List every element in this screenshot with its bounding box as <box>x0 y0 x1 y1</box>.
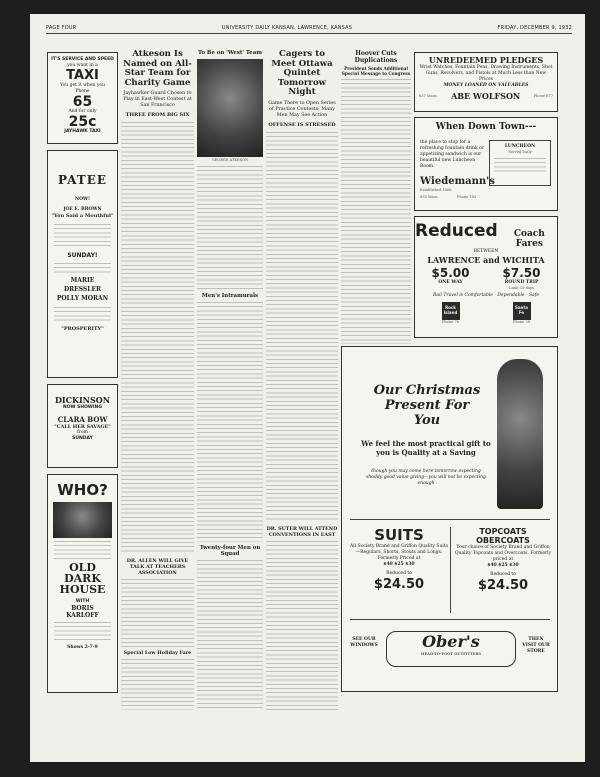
suits-reduced-to: Reduced to <box>386 571 412 576</box>
cagers-headline: Cagers to Meet Ottawa Quintet Tomorrow Night <box>271 50 333 98</box>
topcoats-title: TOPCOATS OBERCOATS <box>476 527 530 545</box>
photo-kicker: To Be on 'West' Team <box>198 50 262 56</box>
coach-tagline: Rail Travel is Comfortable - Dependable - Safe <box>432 292 540 298</box>
dickinson-star: CLARA BOW <box>57 415 108 424</box>
atkeson-photo <box>197 59 263 157</box>
obers-logo-sub: HEAD-TO-FOOT OUTFITTERS <box>421 652 481 656</box>
topcoats-old-prices: $40 $25 $30 <box>487 563 519 568</box>
coach-price-one-way: $5.00 <box>431 266 470 280</box>
dickinson-sunday: SUNDAY <box>72 436 93 441</box>
dark-house-shows: Shows 2-7-9 <box>67 645 98 650</box>
obers-headline: Our Christmas Present For You <box>373 383 481 428</box>
pledges-address: 637 Mass. <box>419 93 438 98</box>
obers-tomorrow: though you may come here tomorrow expecting shoddy good value giving—you will not be expecting enough <box>366 469 486 486</box>
dickinson-ad <box>47 384 118 468</box>
holiday-fare-text <box>121 659 194 710</box>
santa-fe-phone: Phone 28 <box>512 319 531 324</box>
photo-caption: GEORGE ATKESON <box>211 158 249 162</box>
dark-house-who: WHO? <box>57 481 108 499</box>
taxi-price: 25c <box>68 114 97 130</box>
dickinson-name: DICKINSON <box>54 395 111 405</box>
squad-headline: Twenty-four Men on Squad <box>199 544 261 557</box>
topcoats-price: $24.50 <box>477 578 529 593</box>
paper-name: UNIVERSITY DAILY KANSAN, LAWRENCE, KANSAS <box>221 25 353 31</box>
dark-house-star2: KARLOFF <box>66 612 99 619</box>
coach-price-round-trip: $7.50 <box>502 266 541 280</box>
cagers-story-text <box>266 132 338 522</box>
allen-talk-headline: DR. ALLEN WILL GIVE TALK AT TEACHERS ASSOCIATION <box>126 558 189 577</box>
taxi-and: And for only <box>68 109 97 114</box>
dickinson-film: "CALL HER SAVAGE" <box>54 424 111 430</box>
cagers-deck: Game There to Open Series of Practice Contests; Many Men May See Action <box>268 100 336 118</box>
rock-island-logo: Rock Island <box>442 302 460 320</box>
obers-ad <box>341 346 558 692</box>
atkeson-story-text <box>121 122 194 554</box>
hoover-story-text <box>341 79 411 344</box>
atkeson-deck: Jayhawker Guard Chosen to Play in East-West Contest at San Francisco <box>123 91 192 109</box>
pledges-desc: Wrist Watches, Fountain Pens, Drawing Instruments, Shot Guns, Revolvers, and Pistols at Much Less than New Prices <box>419 65 553 82</box>
intramurals-text <box>197 302 263 542</box>
wiedemann-name: Wiedemann's <box>420 176 495 187</box>
coach-label-round-trip: ROUND TRIP <box>504 280 539 285</box>
luncheon-title: LUNCHEON <box>504 144 536 149</box>
patee-name: PATEE <box>57 173 108 187</box>
patee-ad <box>47 150 118 378</box>
patee-stars: MARIE DRESSLER POLLY MORAN <box>56 277 109 302</box>
suter-story-text <box>266 541 338 710</box>
obers-see-windows: SEE OUR WINDOWS <box>350 637 378 648</box>
dark-house-with: WITH <box>75 599 90 604</box>
holiday-fare-headline: Special Low Holiday Fare <box>123 650 192 657</box>
wiedemann-address: 835 Mass. <box>420 195 439 199</box>
patee-film: "PROSPERITY" <box>61 326 104 332</box>
atkeson-headline: Atkeson Is Named on All-Star Team for Charity Game <box>123 50 192 88</box>
wiedemann-body: the place to stop for a refreshing fountain drink or appetizing sandwich is our beautiful new Luncheon Room. <box>420 140 484 169</box>
dark-house-title2: DARK <box>64 572 101 585</box>
dark-house-ad <box>47 474 118 693</box>
suits-section <box>350 527 448 592</box>
column-4 <box>266 50 338 710</box>
man-illustration <box>497 359 543 509</box>
topcoats-section <box>454 527 552 593</box>
dark-house-star1: BORIS <box>71 605 94 612</box>
dark-house-title3: HOUSE <box>59 583 106 596</box>
santa-fe-logo: Santa Fe <box>513 302 531 320</box>
squad-text <box>197 560 263 710</box>
column-3 <box>197 50 263 710</box>
karloff-photo <box>53 502 112 538</box>
patee-sunday: SUNDAY! <box>67 252 98 259</box>
obers-visit-store: THEN VISIT OUR STORE <box>522 637 550 654</box>
taxi-phone-label: Phone <box>75 89 90 94</box>
pledges-ad <box>414 52 558 112</box>
allen-story-text <box>121 579 194 647</box>
coach-fares: Coach Fares <box>513 229 545 249</box>
obers-body: We feel the most practical gift to you is Quality at a Saving <box>361 439 491 457</box>
hoover-headline: Hoover Cuts Duplications <box>354 50 398 64</box>
taxi-name: JAYHAWK TAXI <box>64 129 101 134</box>
pledges-phone: Phone 677 <box>533 93 553 98</box>
wiedemann-title: When Down Town--- <box>435 122 537 132</box>
patee-now: NOW! <box>74 197 91 202</box>
pledges-title: UNREDEEMED PLEDGES <box>428 55 544 65</box>
page-number: PAGE FOUR <box>46 25 77 31</box>
dark-house-title1: OLD <box>69 561 96 574</box>
dickinson-now: NOW SHOWING <box>62 405 103 410</box>
topcoats-reduced-to: Reduced to <box>490 572 516 577</box>
taxi-ad <box>47 52 118 144</box>
patee-title: "You Said a Mouthful" <box>51 213 114 219</box>
wiedemann-est: Established 1868 <box>420 188 452 192</box>
pledges-name: ABE WOLFSON <box>451 91 521 101</box>
coach-between: BETWEEN <box>473 249 499 254</box>
column-5 <box>341 50 411 344</box>
dickinson-from: from <box>77 430 88 435</box>
coach-route: LAWRENCE and WICHITA <box>427 255 545 265</box>
taxi-line2: you want in a <box>67 63 98 68</box>
suits-old-prices: $40 $25 $30 <box>383 562 415 567</box>
pledges-money: MONEY LOANED ON VALUABLES <box>443 83 529 88</box>
coach-label-one-way: ONE WAY <box>438 280 463 285</box>
intramurals-headline: Men's Intramurals <box>201 292 259 299</box>
coach-reduced: Reduced <box>415 221 498 241</box>
cagers-subhead: OFFENSE IS STRESSED <box>268 121 336 128</box>
rock-island-phone: Phone 76 <box>441 319 460 324</box>
issue-date: FRIDAY, DECEMBER 9, 1932 <box>497 25 572 31</box>
masthead-rule <box>46 33 572 34</box>
masthead <box>46 25 572 31</box>
taxi-line3: You get it when you <box>60 83 105 88</box>
obers-logo <box>386 631 516 667</box>
hoover-deck: President Sends Additional Special Message to Congress <box>341 66 411 76</box>
suits-title: SUITS <box>374 526 424 544</box>
coach-fares-ad <box>414 216 558 338</box>
coach-limit: Limit 15 days <box>509 286 534 290</box>
patee-star: JOE E. BROWN <box>63 207 102 212</box>
taxi-big: TAXI <box>66 68 99 83</box>
wiedemann-phone: Phone 182 <box>457 195 477 199</box>
obers-logo-text: Ober's <box>422 632 480 651</box>
atkeson-subhead: THREE FROM BIG SIX <box>125 112 190 119</box>
column-2 <box>121 50 194 710</box>
topcoats-desc: Your choice of Society Brand and Griffon Quality Topcoats and Overcoats. Formerly priced at <box>454 545 552 562</box>
luncheon-box <box>489 140 551 186</box>
wiedemann-ad <box>414 117 558 211</box>
taxi-line1: IT'S SERVICE AND SPEED <box>51 57 114 62</box>
suits-desc: All Society Brand and Griffon Quality Suits—Regulars, Shorts, Stouts and Longs. Formerly Priced at <box>350 544 448 561</box>
taxi-phone: 65 <box>72 94 93 110</box>
suter-headline: DR. SUTER WILL ATTEND CONVENTIONS IN EAST <box>266 525 338 538</box>
suits-price: $24.50 <box>373 577 425 592</box>
luncheon-sub: Served Daily <box>508 150 532 154</box>
